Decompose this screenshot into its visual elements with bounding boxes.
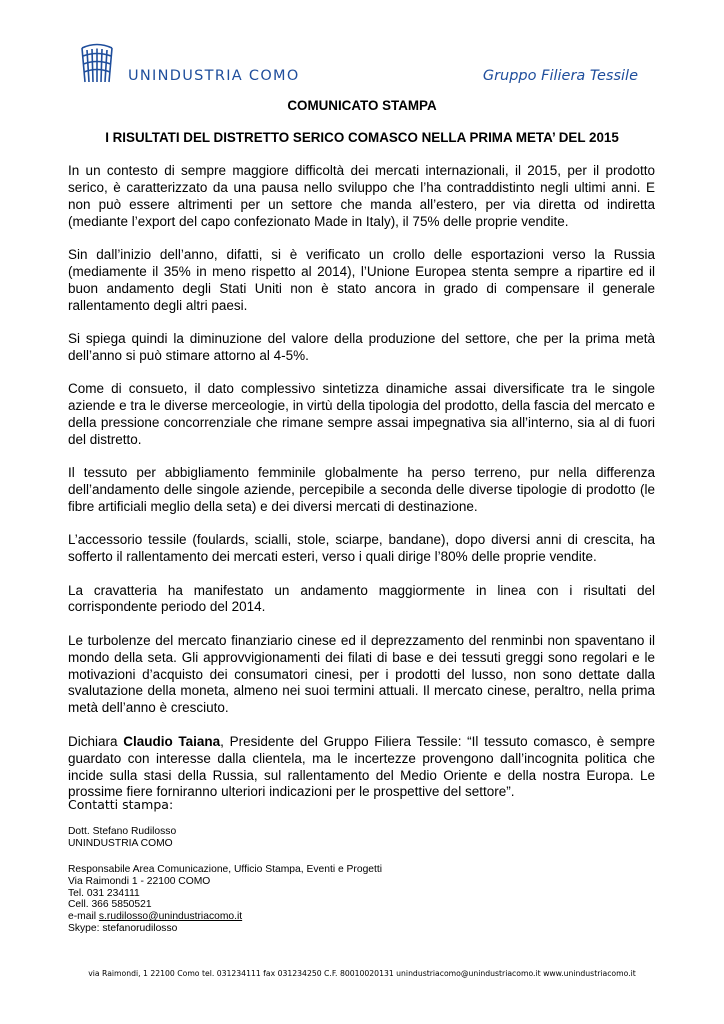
paragraph: L’accessorio tessile (foulards, scialli, stole, sciarpe, bandane), dopo diversi anni di crescita, ha sofferto il rallentamento dei mercati esteri, verso i quali dirige l’80% delle proprie vendite. [68,532,655,565]
contact-organization: UNINDUSTRIA COMO [68,837,173,849]
email-label: e-mail [68,911,99,923]
contact-person [68,826,176,850]
document-title: COMUNICATO STAMPA [287,98,437,113]
paragraph: La cravatteria ha manifestato un andamento maggiormente in linea con i risultati del corrispondente periodo del 2014. [68,582,655,615]
paragraph: Come di consueto, il dato complessivo sintetizza dinamiche assai diversificate tra le singole aziende e tra le diverse merceologie, in virtù della tipologia del prodotto, della fascia del mercato e della pressione concorrenziale che rimane sempre assai impegnativa sia all’interno, sia al di fuori del distretto. [68,381,655,447]
group-name: Gruppo Filiera Tessile [482,68,638,84]
contact-name: Dott. Stefano Rudilosso [68,826,177,837]
letterhead [78,42,638,86]
press-release-body [68,163,655,818]
paragraph: In un contesto di sempre maggiore difficoltà dei mercati internazionali, il 2015, per il prodotto serico, è caratterizzato da una pausa nello sviluppo che l’ha contraddistinto negli ultimi anni. E non può essere altrimenti per un settore che manda all’estero, per via diretta od indiretta (mediante l’export del capo confezionato Made in Italy), il 75% delle proprie vendite. [68,163,655,229]
contact-address: Via Raimondi 1 - 22100 COMO [68,875,211,887]
email-link[interactable]: s.rudilosso@unindustriacomo.it [98,911,243,923]
paragraph: Le turbolenze del mercato finanziario cinese ed il deprezzamento del renminbi non spaventano il mondo della seta. Gli approvvigionamenti dei filati di base e dei tessuti greggi sono regolari e le motivazioni d’acquisto dei consumatori cinesi, per i prodotti del lusso, non sono dettate dalla svalutazione della moneta, almeno nei suoi termini attuali. Il mercato cinese, peraltro, nella prima metà dell’anno è cresciuto. [68,632,655,716]
page-footer: via Raimondi, 1 22100 Como tel. 031234111 fax 031234250 C.F. 80010020131 unindustriacomo@unindustriacomo.it www.unindustriacomo.it [88,969,636,978]
quote-paragraph [68,734,655,802]
unindustria-logo-icon [78,42,116,84]
paragraph: Si spiega quindi la diminuzione del valore della produzione del settore, che per la prima metà dell’anno si può stimare attorno al 4-5%. [68,331,655,363]
quote-lead: Dichiara [68,733,124,749]
quote-speaker: Claudio Taiana [123,733,221,749]
contacts-heading: Contatti stampa: [68,797,174,812]
paragraph: Sin dall’inizio dell’anno, difatti, si è verificato un crollo delle esportazioni verso la Russia (mediamente il 35% in meno rispetto al 2014), l’Unione Europea stenta sempre a ripartire ed il buon andamento degli Stati Uniti non è stato ancora in grado di compensare il generale rallentamento degli altri paesi. [68,247,655,313]
quote-text: , Presidente del Gruppo Filiera Tessile: “Il tessuto comasco, è sempre guardato con interesse dalla clientela, ma le incertezze provengono dall’incognita politica che incide sulla stasi della Russia, sul rallentamento del Medio Oriente e della nostra Europa. Le prossime fiere forniranno ulteriori indicazioni per le prospettive del settore”. [68,733,655,800]
document-subtitle: I RISULTATI DEL DISTRETTO SERICO COMASCO NELLA PRIMA META’ DEL 2015 [105,130,619,145]
contact-phone: Tel. 031 234111 [68,887,140,899]
contact-details [68,864,382,935]
contact-email-row [68,911,382,923]
paragraph: Il tessuto per abbigliamento femminile globalmente ha perso terreno, pur nella differenza dell’andamento delle singole aziende, percepibile a seconda delle diverse tipologie di prodotto (le fibre artificiali meglio della seta) e dei diversi mercati di destinazione. [68,465,655,515]
contact-mobile: Cell. 366 5850521 [68,899,152,911]
organization-name: UNINDUSTRIA COMO [128,68,300,84]
contact-role: Responsabile Area Comunicazione, Ufficio Stampa, Eventi e Progetti [68,864,383,875]
contact-skype: Skype: stefanorudilosso [68,922,178,934]
